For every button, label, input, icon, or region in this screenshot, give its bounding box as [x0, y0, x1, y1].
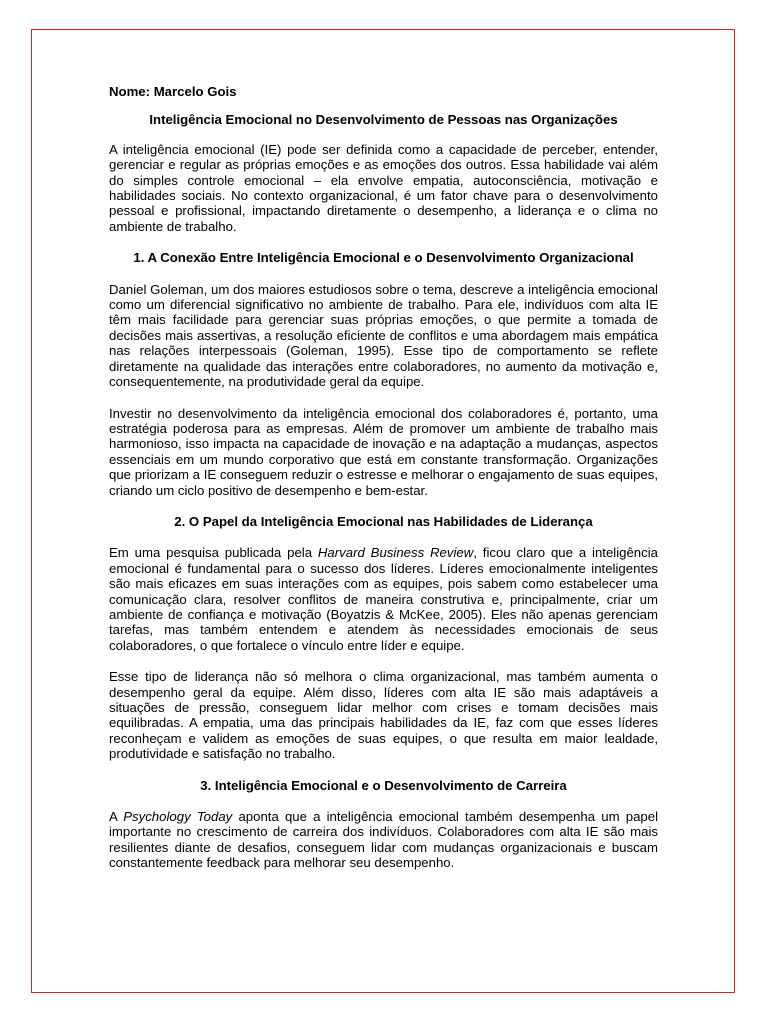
intro-paragraph: A inteligência emocional (IE) pode ser definida como a capacidade de perceber, entender, gerenciar e regular as próprias emoções e as emoções dos outros. Essa habilidade vai além do simples controle emocional – ela envolve empatia, autoconsciência, motivação e habilidades sociais. No contexto organizacional, é um fator chave para o desenvolvimento pessoal e profissional, impactando diretamente o desempenho, a liderança e o clima no ambiente de trabalho.	[109, 141, 658, 234]
section-2-paragraph-1	[109, 545, 658, 653]
section-3-p1-rest: aponta que a inteligência emocional também desempenha um papel importante no crescimento de carreira dos indivíduos. Colaboradores com alta IE são mais resilientes diante de desafios, conseguem lidar com mudanças organizacionais e buscam constantemente feedback para melhorar seu desempenho.	[109, 809, 658, 871]
document-title: Inteligência Emocional no Desenvolvimento de Pessoas nas Organizações	[149, 112, 618, 128]
section-2-p1-rest: , ficou claro que a inteligência emocional é fundamental para o sucesso dos líderes. Líderes emocionalmente inteligentes são mais eficazes em suas interações com as equipes, pois sabem como estabelecer uma comunicação clara, resolver conflitos de maneira construtiva e, principalmente, criar um ambiente de confiança e motivação (Boyatzis & McKee, 2005). Eles não apenas gerenciam tarefas, mas também entendem e atendem às necessidades emocionais de seus colaboradores, o que fortalece o vínculo entre líder e equipe.	[109, 545, 658, 653]
publication-name-hbr: Harvard Business Review	[317, 545, 474, 561]
section-1-heading: 1. A Conexão Entre Inteligência Emocional e o Desenvolvimento Organizacional	[133, 250, 634, 266]
section-1-paragraph-2: Investir no desenvolvimento da inteligência emocional dos colaboradores é, portanto, uma estratégia poderosa para as empresas. Além de promover um ambiente de trabalho mais harmonioso, isso impacta na capacidade de inovação e na adaptação a mudanças, aspectos essenciais em um mundo corporativo que está em constante transformação. Organizações que priorizam a IE conseguem reduzir o estresse e melhorar o engajamento de suas equipes, criando um ciclo positivo de desempenho e bem-estar.	[109, 405, 658, 498]
author-name: Nome: Marcelo Gois	[109, 84, 237, 99]
section-3-paragraph-1	[109, 809, 658, 871]
publication-name-psychology-today: Psychology Today	[123, 809, 233, 825]
document-body	[109, 84, 658, 887]
section-1-paragraph-1: Daniel Goleman, um dos maiores estudiosos sobre o tema, descreve a inteligência emocional como um diferencial significativo no ambiente de trabalho. Para ele, indivíduos com alta IE têm mais facilidade para gerenciar suas próprias emoções, o que permite a tomada de decisões mais assertivas, a resolução eficiente de conflitos e uma abordagem mais empática nas relações interpessoais (Goleman, 1995). Esse tipo de comportamento se reflete diretamente na qualidade das interações entre colaboradores, no aumento da motivação e, consequentemente, na produtividade geral da equipe.	[109, 281, 658, 390]
section-3-p1-lead: A	[109, 809, 124, 825]
section-3-heading: 3. Inteligência Emocional e o Desenvolvimento de Carreira	[200, 777, 567, 793]
section-2-p1-lead: Em uma pesquisa publicada pela	[109, 545, 318, 561]
section-2-heading: 2. O Papel da Inteligência Emocional nas Habilidades de Liderança	[174, 513, 593, 529]
section-2-paragraph-2: Esse tipo de liderança não só melhora o clima organizacional, mas também aumenta o desempenho geral da equipe. Além disso, líderes com alta IE são mais adaptáveis a situações de pressão, conseguem lidar melhor com crises e tomam decisões mais equilibradas. A empatia, uma das principais habilidades da IE, faz com que esses líderes reconheçam e validem as emoções de suas equipes, o que resulta em maior lealdade, produtividade e satisfação no trabalho.	[109, 669, 658, 762]
